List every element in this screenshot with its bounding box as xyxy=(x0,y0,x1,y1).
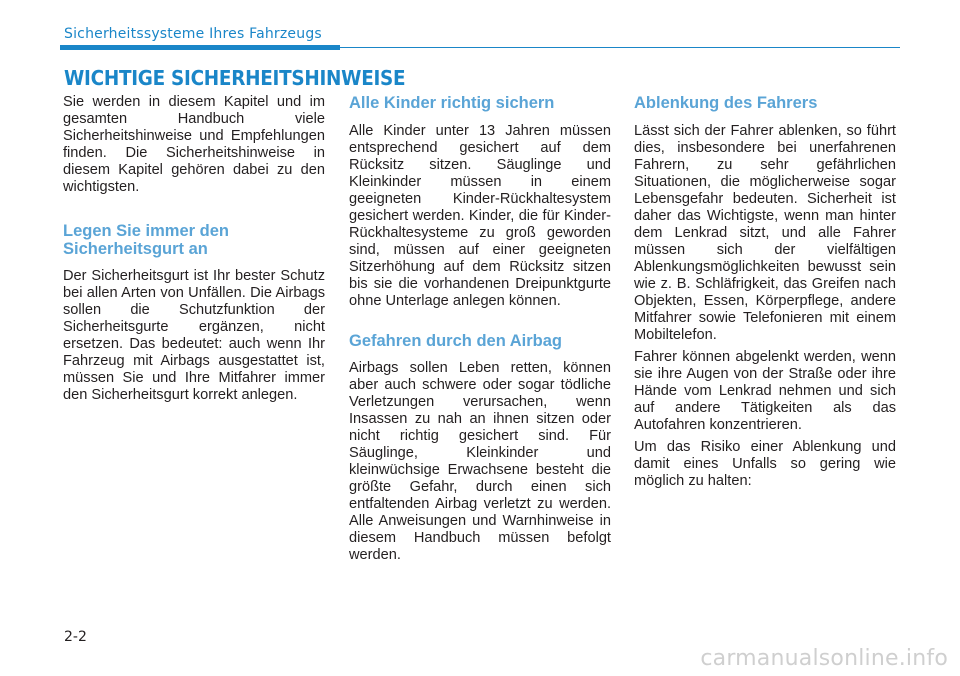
page-number: 2-2 xyxy=(64,629,87,645)
seatbelt-title-line2: Sicherheitsgurt an xyxy=(63,240,208,258)
airbag-section-title: Gefahren durch den Airbag xyxy=(349,332,563,350)
column-1 xyxy=(63,94,325,408)
intro-paragraph: Sie werden in diesem Kapitel und im gesamten Handbuch viele Sicherheitshinweise und Empfehlungen finden. Die Sicherheitshinweise in diesem Kapitel gehören dabei zu den wichtigsten. xyxy=(63,94,325,195)
watermark: carmanualsonline.info xyxy=(700,646,948,671)
distraction-paragraph-3: Um das Risiko einer Ablenkung und damit eines Unfalls so gering wie möglich zu halten: xyxy=(634,439,896,489)
seatbelt-paragraph: Der Sicherheitsgurt ist Ihr bester Schutz bei allen Arten von Unfällen. Die Airbags sollen die Schutzfunktion der Sicherheitsgurte ergänzen, nicht ersetzen. Das bedeutet: auch wenn Ihr Fahrzeug mit Airbags ausgestattet ist, müssen Sie und Ihre Mitfahrer immer den Sicherheitsgurt korrekt anlegen. xyxy=(63,268,325,403)
children-section-title: Alle Kinder richtig sichern xyxy=(349,94,555,112)
page-heading: WICHTIGE SICHERHEITSHINWEISE xyxy=(64,66,406,90)
distraction-paragraph-1: Lässt sich der Fahrer ablenken, so führt dies, insbesondere bei unerfahrenen Fahrern, zu sehr gefährlichen Situationen, die möglicherweise sogar Lebensgefahr bedeuten. Sicherheit ist daher das Wichtigste, wenn man hinter dem Lenkrad sitzt, und alle Fahrer müssen sich der vielfältigen Ablenkungsmöglichkeiten bewusst sein wie z. B. Schläfrigkeit, das Greifen nach Objekten, Essen, Körperpflege, andere Mitfahrer sowie Telefonieren mit einem Mobiltelefon. xyxy=(634,123,896,343)
distraction-section-title: Ablenkung des Fahrers xyxy=(634,94,818,112)
distraction-paragraph-2: Fahrer können abgelenkt werden, wenn sie ihre Augen von der Straße oder ihre Hände vom Lenkrad nehmen und sich auf andere Tätigkeiten als das Autofahren konzentrieren. xyxy=(634,349,896,433)
header-divider-line xyxy=(340,47,900,48)
seatbelt-section-title xyxy=(63,222,325,258)
seatbelt-title-line1: Legen Sie immer den xyxy=(63,222,229,240)
column-3 xyxy=(634,94,896,494)
column-2 xyxy=(349,94,611,568)
children-paragraph: Alle Kinder unter 13 Jahren müssen entsprechend gesichert auf dem Rücksitz sitzen. Säuglinge und Kleinkinder müssen in einem geeigneten Kinder-Rückhaltesystem gesichert werden. Kinder, die für Kinder-Rückhaltesysteme zu groß geworden sind, müssen auf einer geeigneten Sitzerhöhung auf dem Rücksitz sitzen bis sie die vorhandenen Dreipunktgurte ohne Unterlage anlegen können. xyxy=(349,123,611,309)
header-accent-bar xyxy=(60,45,340,50)
airbag-paragraph: Airbags sollen Leben retten, können aber auch schwere oder sogar tödliche Verletzungen verursachen, wenn Insassen zu nah an ihnen sitzen oder nicht richtig gesichert sind. Für Säuglinge, Kleinkinder und kleinwüchsige Erwachsene besteht die größte Gefahr, durch einen sich entfaltenden Airbag verletzt zu werden. Alle Anweisungen und Warnhinweise in diesem Handbuch müssen befolgt werden. xyxy=(349,360,611,563)
header-section-title: Sicherheitssysteme Ihres Fahrzeugs xyxy=(64,26,322,42)
